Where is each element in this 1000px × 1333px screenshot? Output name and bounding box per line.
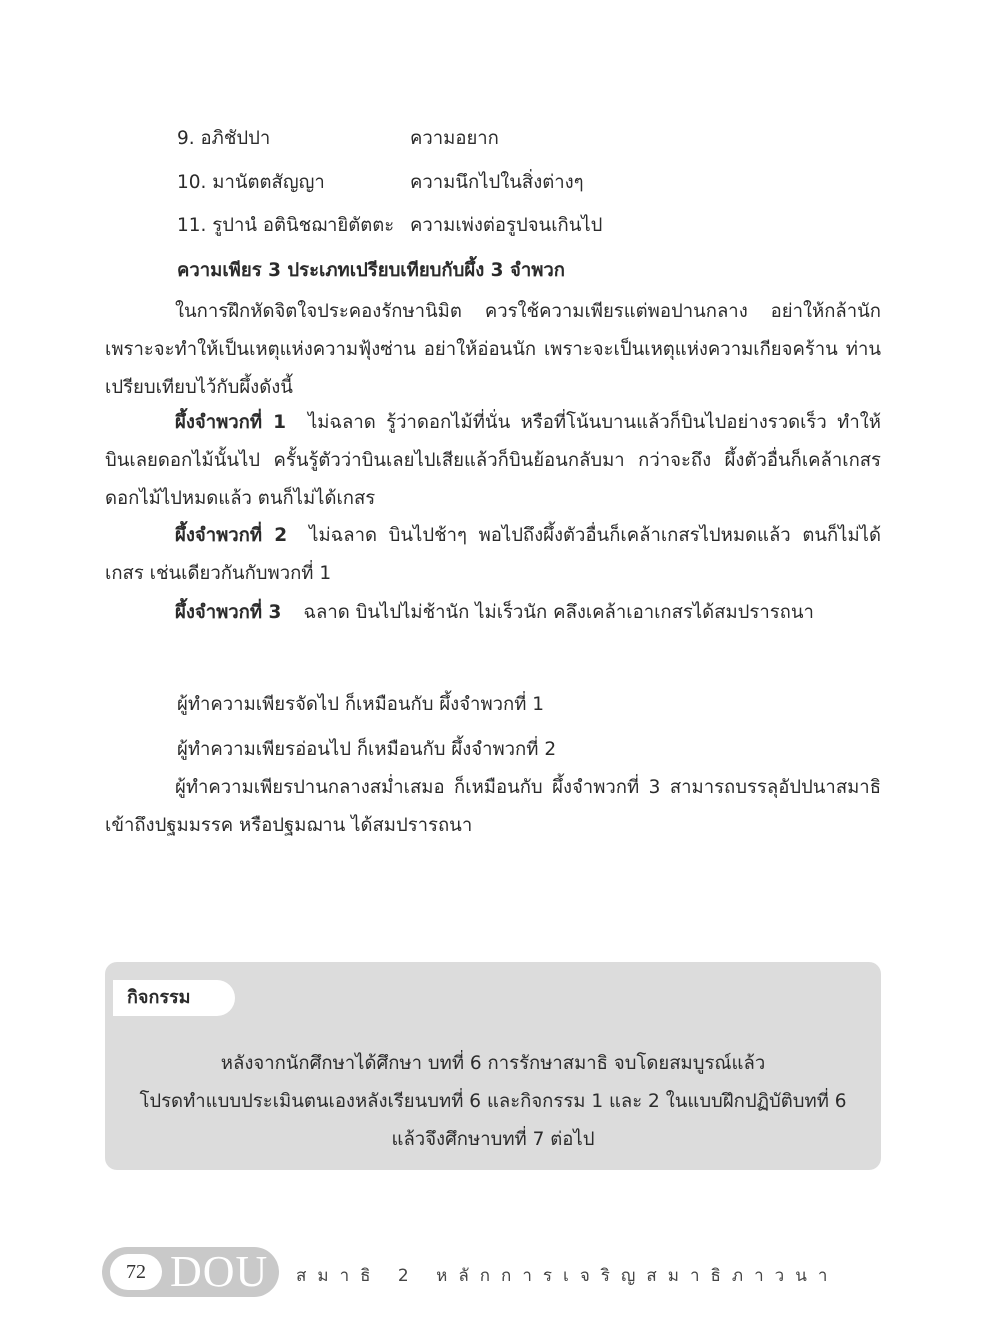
activity-text <box>105 1045 881 1159</box>
activity-line-3: แล้วจึงศึกษาบทที่ 7 ต่อไป <box>391 1129 595 1150</box>
list-term-9: 9. อภิชัปปา <box>177 128 271 149</box>
bee-label-2: ผึ้งจำพวกที่ 2 <box>175 525 288 546</box>
bee-text-2: ไม่ฉลาด บินไปช้าๆ พอไปถึงผึ้งตัวอื่นก็เคล้าเกสรไปหมดแล้ว ตนก็ไม่ได้เกสร เช่นเดียวกันกับพวกที่ 1 <box>105 525 881 584</box>
summary-text-3: ผู้ทำความเพียรปานกลางสม่ำเสมอ ก็เหมือนกับ ผึ้งจำพวกที่ 3 สามารถบรรลุอัปปนาสมาธิ เข้าถึงปฐมมรรค หรือปฐมฌาน ได้สมปรารถนา <box>105 777 881 836</box>
bee-paragraph-1 <box>105 404 881 518</box>
bee-paragraph-3 <box>105 594 881 632</box>
activity-line-1: หลังจากนักศึกษาได้ศึกษา บทที่ 6 การรักษาสมาธิ จบโดยสมบูรณ์แล้ว <box>220 1053 766 1074</box>
summary-line-2: ผู้ทำความเพียรอ่อนไป ก็เหมือนกับ ผึ้งจำพวกที่ 2 <box>177 739 557 760</box>
list-meaning-10: ความนึกไปในสิ่งต่างๆ <box>410 172 584 193</box>
bee-label-1: ผึ้งจำพวกที่ 1 <box>175 412 286 433</box>
list-meaning-11: ความเพ่งต่อรูปจนเกินไป <box>410 215 603 236</box>
bee-text-3: ฉลาด บินไปไม่ช้านัก ไม่เร็วนัก คลึงเคล้าเอาเกสรได้สมปรารถนา <box>303 602 814 623</box>
activity-line-2: โปรดทำแบบประเมินตนเองหลังเรียนบทที่ 6 และกิจกรรม 1 และ 2 ในแบบฝึกปฏิบัติบทที่ 6 <box>139 1091 847 1112</box>
list-term-11: 11. รูปานํ อตินิชฌายิตัตตะ <box>177 215 395 236</box>
section-heading: ความเพียร 3 ประเภทเปรียบเทียบกับผึ้ง 3 จำพวก <box>177 260 565 281</box>
bee-paragraph-2 <box>105 517 881 593</box>
activity-label: กิจกรรม <box>113 980 235 1016</box>
intro-text: ในการฝึกหัดจิตใจประคองรักษานิมิต ควรใช้ความเพียรแต่พอปานกลาง อย่าให้กล้านัก เพราะจะทำให้เป็นเหตุแห่งความฟุ้งซ่าน อย่าให้อ่อนนัก เพราะจะเป็นเหตุแห่งความเกียจคร้าน ท่านเปรียบเทียบไว้กับผึ้งดังนี้ <box>105 301 881 398</box>
list-term-10: 10. มานัตตสัญญา <box>177 172 325 193</box>
brand-logo: DOU <box>170 1247 269 1296</box>
intro-paragraph <box>105 293 881 407</box>
list-meaning-9: ความอยาก <box>410 128 499 149</box>
bee-text-1: ไม่ฉลาด รู้ว่าดอกไม้ที่นั่น หรือที่โน้นบานแล้วก็บินไปอย่างรวดเร็ว ทำให้บินเลยดอกไม้นั้นไป ครั้นรู้ตัวว่าบินเลยไปเสียแล้วก็บินย้อนกลับมา กว่าจะถึง ผึ้งตัวอื่นก็เคล้าเกสรดอกไม้ไปหมดแล้ว ตนก็ไม่ได้เกสร <box>105 412 881 509</box>
bee-label-3: ผึ้งจำพวกที่ 3 <box>175 602 282 623</box>
page-number: 72 <box>110 1254 162 1290</box>
summary-paragraph-3 <box>105 769 881 845</box>
summary-line-1: ผู้ทำความเพียรจัดไป ก็เหมือนกับ ผึ้งจำพวกที่ 1 <box>177 694 545 715</box>
book-title: สมาธิ 2 หลักการเจริญสมาธิภาวนา <box>296 1266 839 1286</box>
